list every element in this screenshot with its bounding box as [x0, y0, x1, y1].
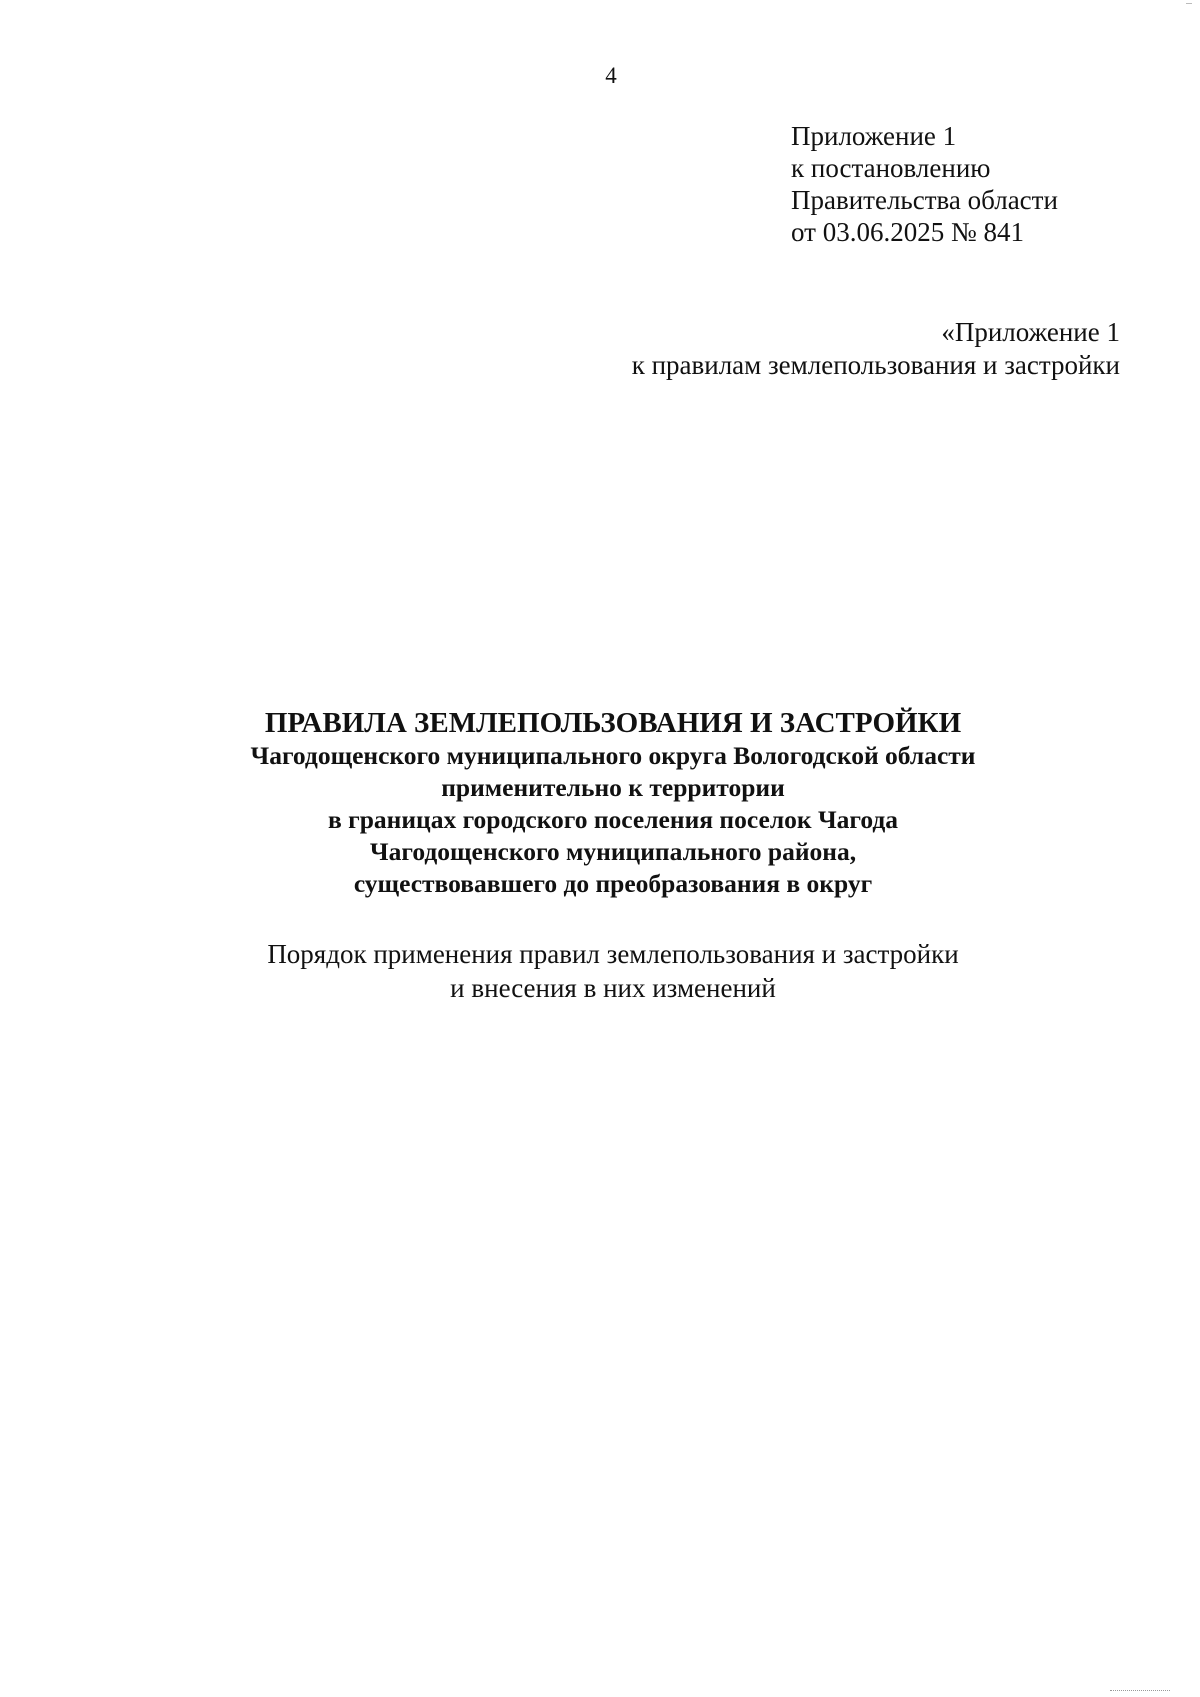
document-subtitle: [0, 937, 1200, 1005]
appendix-line-3: Правительства области: [791, 185, 1058, 215]
title-line: применительно к территории: [441, 773, 785, 802]
document-title: [0, 706, 1200, 900]
appendix-header: [791, 120, 1058, 248]
title-line: существовавшего до преобразования в округ: [353, 869, 873, 898]
subtitle-line-1: Порядок применения правил землепользования и застройки: [267, 939, 959, 969]
title-line: Чагодощенского муниципального района,: [369, 837, 857, 866]
appendix-line-1: Приложение 1: [791, 121, 957, 151]
title-main: ПРАВИЛА ЗЕМЛЕПОЛЬЗОВАНИЯ И ЗАСТРОЙКИ: [264, 707, 962, 739]
page-number: 4: [605, 63, 617, 88]
title-line: Чагодощенского муниципального округа Вологодской области: [250, 741, 976, 770]
title-line: в границах городского поселения поселок Чагода: [327, 805, 899, 834]
rules-reference: [632, 316, 1120, 382]
appendix-line-4: от 03.06.2025 № 841: [791, 217, 1024, 247]
subtitle-line-2: и внесения в них изменений: [450, 973, 776, 1003]
rules-reference-line-1: «Приложение 1: [941, 317, 1120, 347]
scan-artifact-top: [1186, 0, 1192, 4]
rules-reference-line-2: к правилам землепользования и застройки: [631, 350, 1120, 380]
appendix-line-2: к постановлению: [791, 153, 991, 183]
scan-artifact-bottom: [1110, 1688, 1170, 1691]
